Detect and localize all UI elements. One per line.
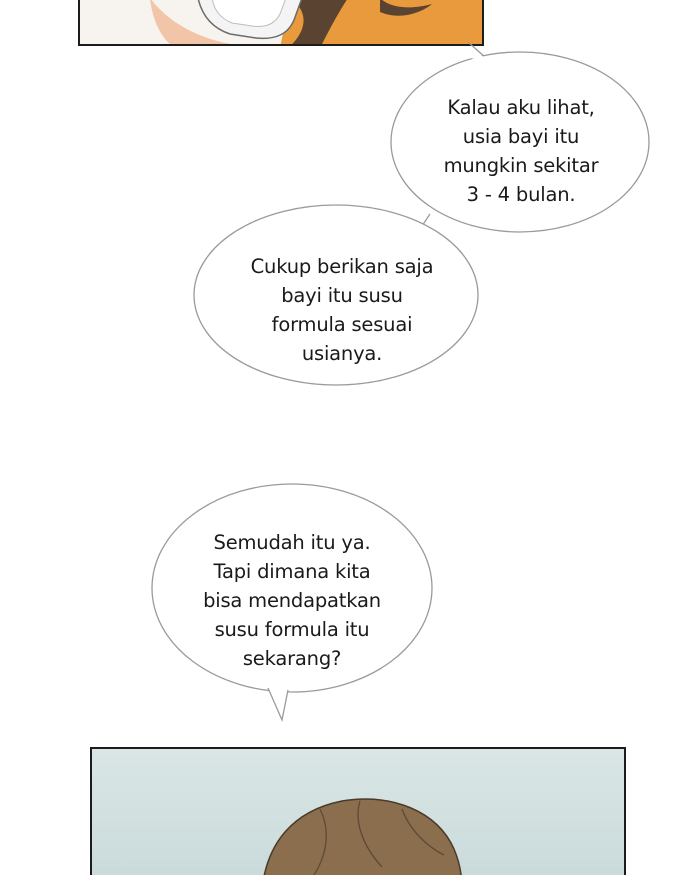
speech-bubble-3-text: Semudah itu ya. Tapi dimana kita bisa mendapatkan susu formula itu sekarang? bbox=[203, 531, 381, 670]
speech-bubble-1-text: Kalau aku lihat, usia bayi itu mungkin sekitar 3 - 4 bulan. bbox=[443, 96, 599, 206]
speech-bubble-2-text: Cukup berikan saja bayi itu susu formula sesuai usianya. bbox=[250, 255, 434, 365]
